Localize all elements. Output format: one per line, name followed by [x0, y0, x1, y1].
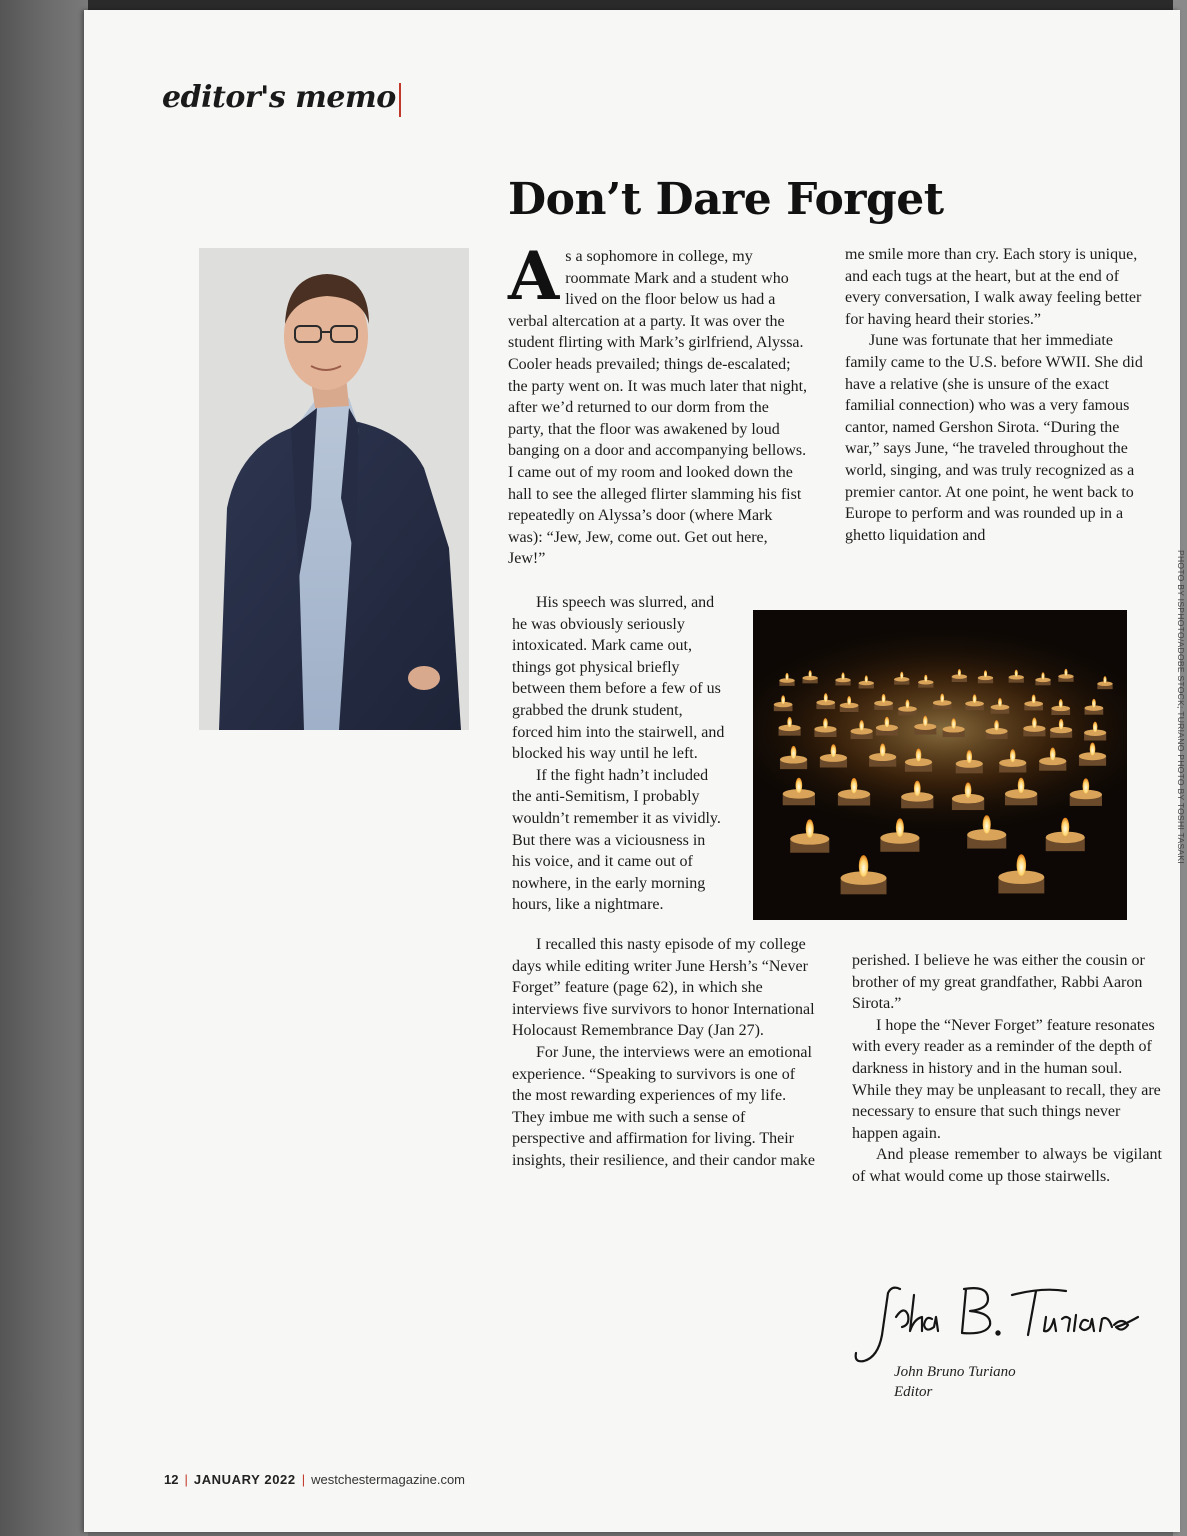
candle-flame	[781, 695, 785, 704]
candle-flame	[1010, 749, 1016, 762]
candle-flame	[847, 696, 851, 705]
column-2-bottom	[852, 950, 1162, 1188]
column-1-middle	[512, 592, 727, 916]
candle-flame	[983, 815, 991, 833]
editor-name: John Bruno Turiano	[894, 1364, 1016, 1380]
editor-portrait-illustration	[199, 248, 469, 730]
candle-flame	[951, 718, 956, 728]
candle-flame	[859, 855, 868, 877]
candle-flame	[1018, 778, 1025, 793]
scan-border-left	[0, 0, 88, 1536]
candle-flame	[787, 717, 792, 727]
paragraph-7: June was fortunate that her immediate family came to the U.S. before WWII. She did have a relative (she is unsure of the exact familial connection) who was a very famous cantor, named Gershon Sirota. “During the war,” says June, “he traveled throughout the world, singing, and was truly recognized as a premier cantor. At one point, he went back to Europe to perform and was rounded up in a ghetto liquidation and	[845, 332, 1143, 544]
candle-flame	[923, 716, 928, 726]
drop-cap: A	[508, 237, 560, 315]
candle-flame	[1050, 748, 1056, 761]
candle-flame	[998, 698, 1002, 707]
paragraph-2: His speech was slurred, and he was obviously seriously intoxicated. Mark came out, things got physical briefly between them before a few of us grabbed the drunk student, forced him into the stairwell, and blocked his way until he left.	[512, 594, 725, 763]
candle-flame	[880, 743, 886, 756]
magazine-page	[84, 10, 1186, 1532]
candle-flame	[916, 749, 922, 762]
candle-flame	[831, 744, 837, 757]
candle-flame	[906, 700, 910, 709]
issue-date: JANUARY 2022	[193, 1472, 296, 1487]
candle-flame	[885, 717, 890, 727]
candle-flame	[809, 670, 812, 677]
candle-flame	[859, 720, 864, 730]
page-footer	[164, 1472, 465, 1487]
candles-photo	[753, 610, 1127, 920]
paragraph-5: For June, the interviews were an emotional experience. “Speaking to survivors is one of the most rewarding experiences of my life. They imbue me with such a sense of perspective and affirmation for living. Their insights, their resilience, and their candor make	[512, 1043, 816, 1169]
candle-flame	[900, 672, 903, 679]
paragraph-6: me smile more than cry. Each story is unique, and each tugs at the heart, but at the end of every conversation, I walk away feeling better for having heard their stories.”	[845, 246, 1142, 328]
candle-flame	[994, 720, 999, 730]
column-1-bottom	[512, 934, 818, 1172]
section-divider	[399, 83, 401, 117]
candle-flame	[1092, 699, 1096, 708]
candle-flame	[1059, 699, 1063, 708]
paragraph-3: If the fight hadn’t included the anti-Semitism, I probably wouldn’t remember it as vividly. But there was a viciousness in his voice, and it came out of nowhere, in the early morning hours, like a nightmare.	[512, 766, 721, 914]
candle-flame	[958, 669, 961, 676]
candle-flame	[1032, 718, 1037, 728]
candle-flame	[940, 694, 944, 703]
candle-flame	[791, 746, 797, 759]
candle-flame	[965, 783, 972, 798]
candle-flame	[914, 781, 921, 796]
candle-flame	[1017, 854, 1026, 876]
candle-flame	[841, 672, 844, 679]
tea-candles-illustration	[753, 610, 1127, 920]
paragraph-9: I hope the “Never Forget” feature resonates with every reader as a reminder of the depth of darkness in history and in the human soul. While they may be unpleasant to recall, they are necessary to ensure that such things never happen again.	[852, 1016, 1161, 1142]
candle-flame	[1090, 743, 1096, 756]
candle-flame	[785, 673, 788, 680]
candle-flame	[1015, 670, 1018, 677]
section-label: editor's memo	[162, 80, 396, 115]
editor-title: Editor	[894, 1384, 933, 1400]
photo-credit	[1176, 550, 1187, 940]
candle-flame	[1064, 669, 1067, 676]
candle-flame	[882, 694, 886, 703]
signature-drawing	[852, 1275, 1142, 1375]
candle-flame	[984, 670, 987, 677]
signature-block	[894, 1362, 1016, 1402]
footer-divider: |	[184, 1472, 188, 1487]
candle-flame	[1032, 694, 1036, 703]
candle-flame	[1093, 722, 1098, 732]
page-number: 12	[164, 1472, 179, 1487]
column-1-top	[508, 237, 808, 570]
paragraph-10: And please remember to always be vigilant of what would come up those stairwells.	[852, 1146, 1162, 1185]
candle-flame	[1061, 818, 1069, 836]
candle-flame	[1083, 778, 1090, 793]
paragraph-8: perished. I believe he was either the cousin or brother of my great grandfather, Rabbi Aaron Sirota.”	[852, 952, 1145, 1013]
candle-flame	[851, 778, 858, 793]
candle-flame	[865, 675, 868, 682]
candle-flame	[924, 675, 927, 682]
photo-credit-text: PHOTO BY ISPHOTO/ADOBE STOCK; TURIANO PHOTO BY TOSHI TASAKI	[1176, 550, 1186, 865]
website-link[interactable]: westchestermagazine.com	[311, 1472, 466, 1487]
candle-flame	[896, 818, 904, 836]
handwritten-signature	[852, 1275, 1142, 1375]
candle-flame	[1103, 676, 1106, 683]
column-2-top	[845, 244, 1145, 546]
candle-flame	[966, 750, 972, 763]
paragraph-4: I recalled this nasty episode of my college days while editing writer June Hersh’s “Never Forget” feature (page 62), in which she interviews five survivors to honor International Holocaust Remembrance Day (Jan 27).	[512, 936, 815, 1040]
candle-flame	[824, 693, 828, 702]
candle-flame	[823, 718, 828, 728]
editor-portrait-photo	[199, 248, 469, 730]
candle-flame	[806, 819, 814, 837]
candle-flame	[973, 694, 977, 703]
candle-flame	[1059, 719, 1064, 729]
article-headline: Don’t Dare Forget	[508, 174, 944, 225]
paragraph-1: s a sophomore in college, my roommate Mark and a student who lived on the floor below us had a verbal altercation at a party. It was over the student flirting with Mark’s girlfriend, Alyssa. Cooler heads prevailed; things de-escalated; the party went on. It was much later that night, after we’d returned to our dorm from the party, that the floor was awakened by loud banging on a door and accompanying bellows. I came out of my room and looked down the hall to see the alleged flirter slamming his fist repeatedly on Alyssa’s door (where Mark was): “Jew, Jew, come out. Get out here, Jew!”	[508, 248, 808, 568]
candle-flame	[796, 778, 803, 793]
footer-divider: |	[301, 1472, 306, 1487]
candle-flame	[1041, 672, 1044, 679]
